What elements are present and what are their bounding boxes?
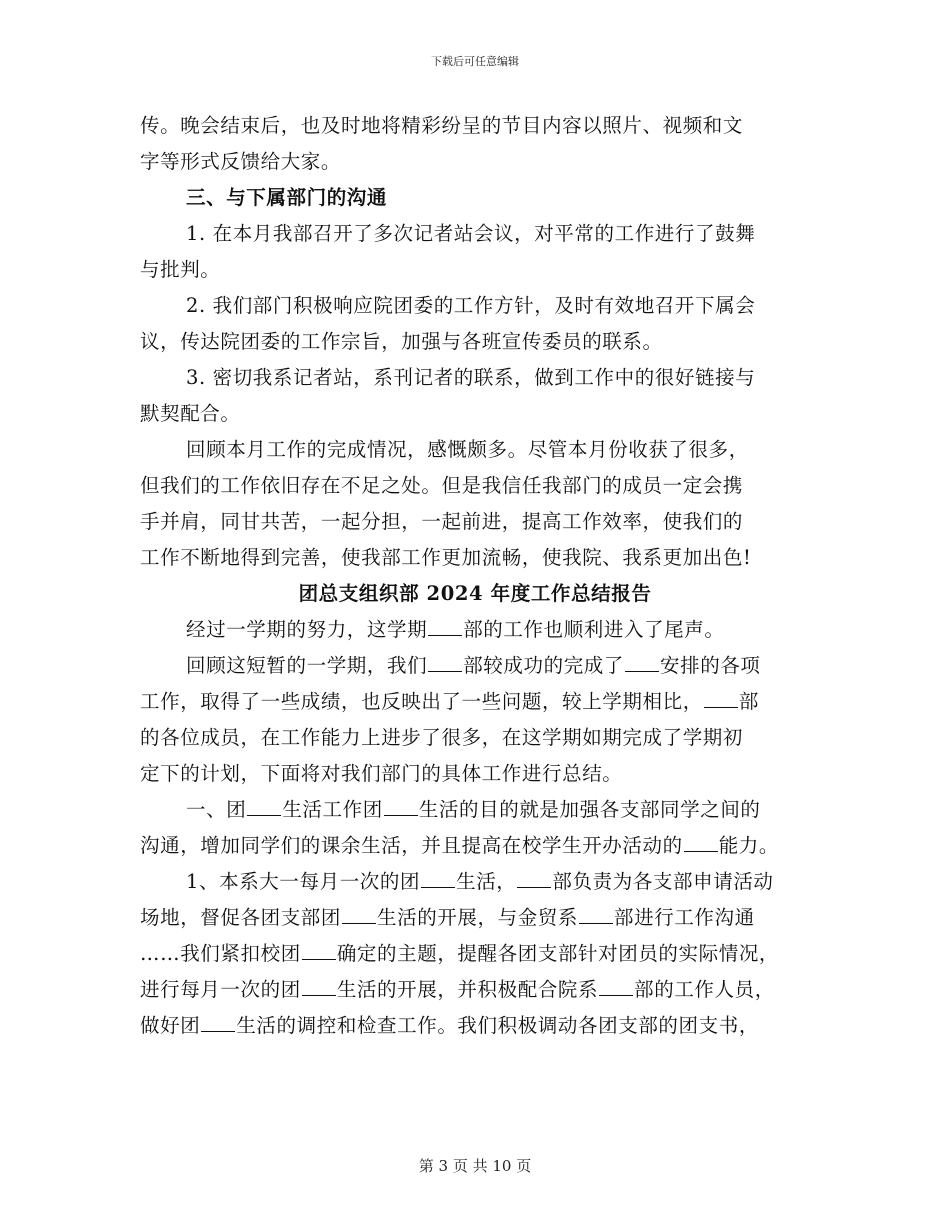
paragraph-line: 场地，督促各团支部团 生活的开展，与金贸系 部进行工作沟通 [140, 906, 755, 929]
fill-blank [302, 941, 336, 960]
paragraph-line: 一、团 生活工作团 生活的目的就是加强各支部同学之间的 [186, 798, 761, 821]
paragraph-line: 2. 我们部门积极响应院团委的工作方针，及时有效地召开下属会 [186, 294, 756, 317]
paragraph-line: 做好团 生活的调控和检查工作。我们积极调动各团支部的团支书， [140, 1014, 759, 1037]
paragraph-line: ……我们紧扣校团 确定的主题，提醒各团支部针对团员的实际情况， [140, 942, 780, 965]
fill-blank [517, 869, 551, 888]
paragraph-line: 字等形式反馈给大家。 [140, 150, 342, 173]
paragraph-line: 工作，取得了一些成绩，也反映出了一些问题，较上学期相比， 部 [140, 690, 759, 713]
document-body [140, 108, 810, 1044]
fill-blank [421, 869, 455, 888]
fill-blank [428, 617, 462, 636]
paragraph-line: 但我们的工作依旧存在不足之处。但是我信任我部门的成员一定会携 [140, 474, 744, 497]
paragraph-line: 进行每月一次的团 生活的开展，并积极配合院系 部的工作人员， [140, 978, 775, 1001]
fill-blank [342, 905, 376, 924]
fill-blank [625, 653, 659, 672]
fill-blank [704, 689, 738, 708]
paragraph-line: 定下的计划，下面将对我们部门的具体工作进行总结。 [140, 762, 623, 785]
paragraph-line: 1、本系大一每月一次的团 生活， 部负责为各支部申请活动 [186, 870, 774, 893]
section-heading: 三、与下属部门的沟通 [186, 186, 388, 209]
paragraph-line: 沟通，增加同学们的课余生活，并且提高在校学生开办活动的 能力。 [140, 834, 780, 857]
page-header-note: 下载后可任意编辑 [431, 55, 519, 68]
fill-blank [247, 797, 281, 816]
paragraph-line: 的各位成员，在工作能力上进步了很多，在这学期如期完成了学期初 [140, 726, 744, 749]
paragraph-line: 传。晚会结束后，也及时地将精彩纷呈的节目内容以照片、视频和文 [140, 114, 744, 137]
fill-blank [428, 653, 462, 672]
fill-blank [579, 905, 613, 924]
paragraph-line: 回顾本月工作的完成情况，感慨颇多。尽管本月份收获了很多， [186, 438, 749, 461]
fill-blank [599, 977, 633, 996]
page-number: 第 3 页 共 10 页 [418, 1157, 532, 1175]
fill-blank [384, 797, 418, 816]
paragraph-line: 议，传达院团委的工作宗旨，加强与各班宣传委员的联系。 [140, 330, 663, 353]
paragraph-line: 回顾这短暂的一学期，我们 部较成功的完成了 安排的各项 [186, 654, 761, 677]
report-title: 团总支组织部 2024 年度工作总结报告 [298, 582, 652, 605]
paragraph-line: 3. 密切我系记者站，系刊记者的联系，做到工作中的很好链接与 [186, 366, 756, 389]
paragraph-line: 默契配合。 [140, 402, 241, 425]
fill-blank [302, 977, 336, 996]
paragraph-line: 与批判。 [140, 258, 221, 281]
fill-blank [201, 1013, 235, 1032]
paragraph-line: 手并肩，同甘共苦，一起分担，一起前进，提高工作效率，使我们的 [140, 510, 744, 533]
paragraph-line: 1. 在本月我部召开了多次记者站会议，对平常的工作进行了鼓舞 [186, 222, 756, 245]
fill-blank [684, 833, 718, 852]
paragraph-line: 工作不断地得到完善，使我部工作更加流畅，使我院、我系更加出色! [140, 546, 752, 569]
paragraph-line: 经过一学期的努力，这学期 部的工作也顺利进入了尾声。 [186, 618, 725, 641]
